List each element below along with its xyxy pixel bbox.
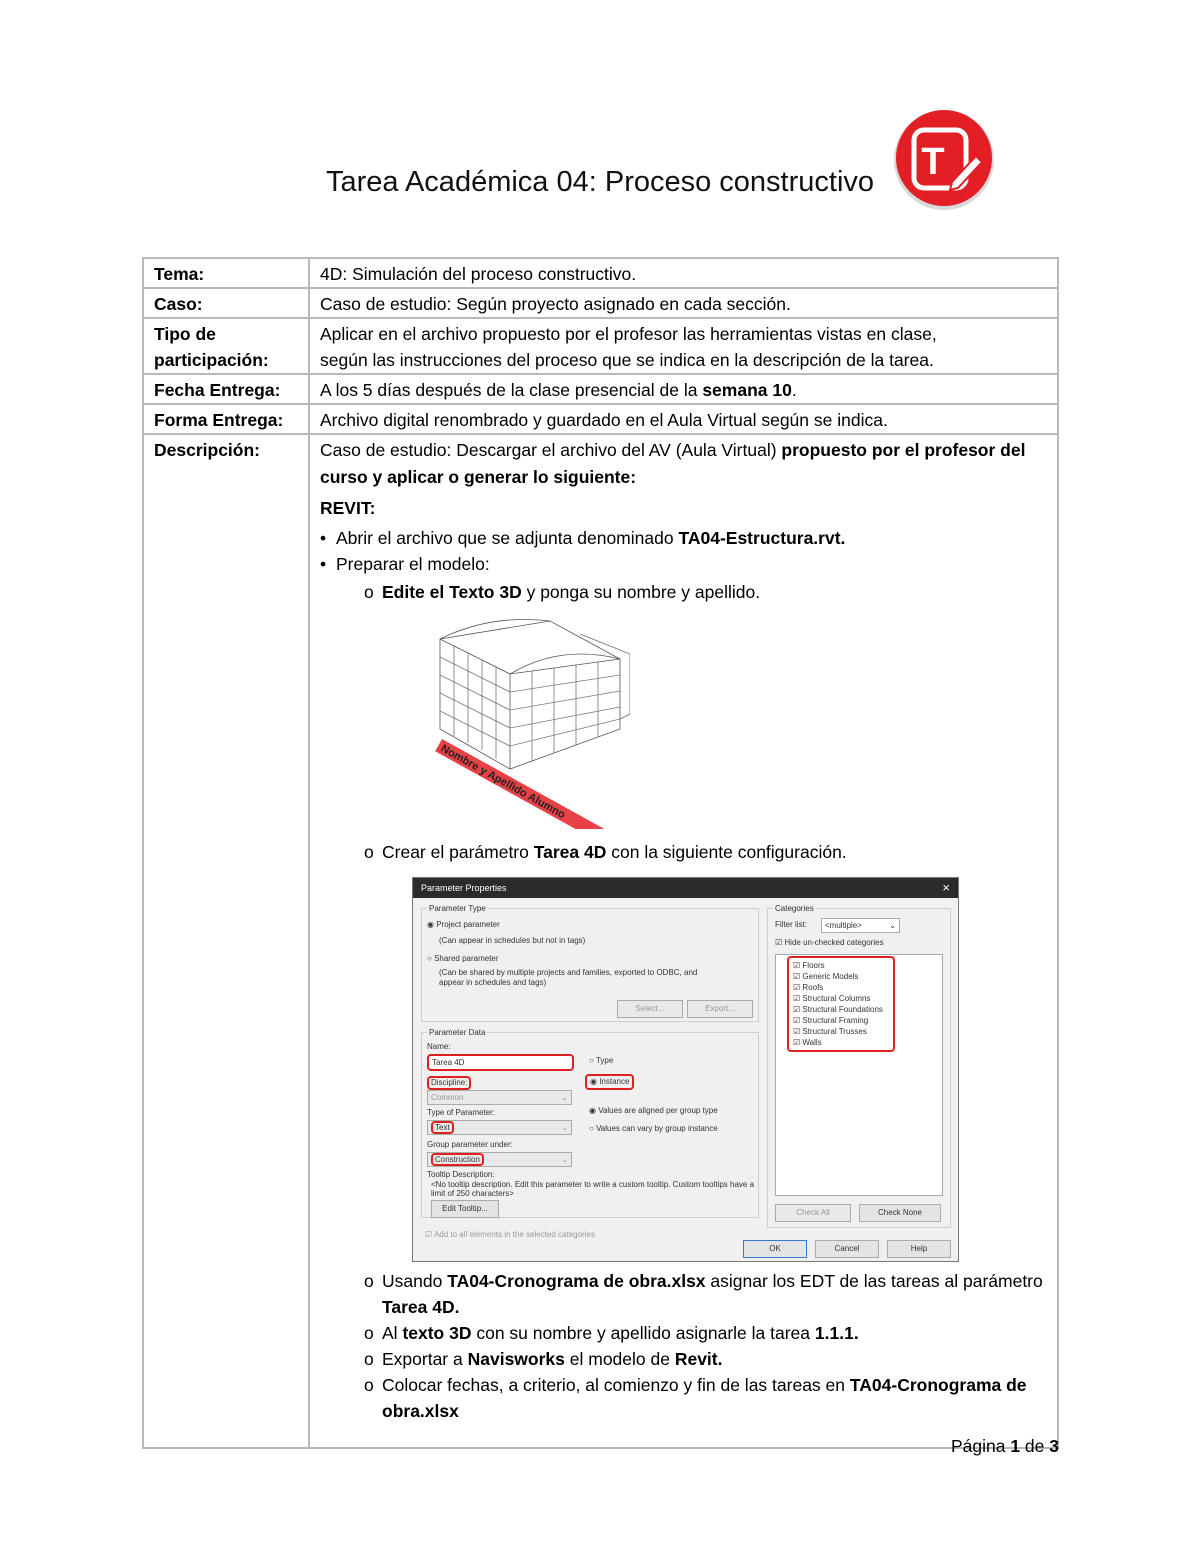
check-all-button[interactable]: Check All [775, 1204, 851, 1222]
sub-list [336, 579, 1047, 1424]
value-forma: Archivo digital renombrado y guardado en el Aula Virtual según se indica. [309, 404, 1058, 434]
value-tipo: Aplicar en el archivo propuesto por el profesor las herramientas vistas en clase, según las instrucciones del proceso que se indica en la descripción de la tarea. [309, 318, 1058, 374]
list-item: o Colocar fechas, a criterio, al comienzo y fin de las tareas en TA04-Cronograma de obra.xlsx [364, 1372, 1047, 1424]
category-item[interactable]: ☑ Floors [793, 961, 825, 970]
close-icon[interactable]: × [942, 880, 950, 895]
checkbox-icon[interactable]: ☑ [793, 983, 803, 992]
category-item[interactable]: ☑ Walls [793, 1038, 822, 1047]
categories-label: Categories [775, 904, 814, 913]
svg-text:T: T [921, 141, 945, 183]
parameter-type-label: Parameter Type [429, 904, 486, 913]
dialog-title: Parameter Properties [421, 883, 507, 893]
project-parameter-radio[interactable]: ◉ Project parameter [427, 920, 500, 929]
group-parameter-label: Group parameter under: [427, 1140, 513, 1149]
group-parameter-select[interactable]: Construction ⌄ [427, 1152, 572, 1167]
list-item: • Abrir el archivo que se adjunta denominado TA04-Estructura.rvt. [320, 525, 1047, 551]
table-row [143, 374, 1058, 404]
instance-radio[interactable]: ◉ Instance [585, 1074, 634, 1090]
tooltip-text-2: limit of 250 characters> [431, 1189, 514, 1198]
label-descripcion: Descripción: [143, 434, 309, 1448]
value-descripcion [309, 434, 1058, 1448]
edit-tooltip-button[interactable]: Edit Tooltip... [431, 1200, 499, 1218]
select-button[interactable]: Select... [617, 1000, 683, 1018]
tooltip-text-1: <No tooltip description. Edit this parameter to write a custom tooltip. Custom tooltips have a [431, 1180, 755, 1189]
category-item[interactable]: ☑ Structural Foundations [793, 1005, 883, 1014]
shared-parameter-radio[interactable]: ○ Shared parameter [427, 954, 499, 963]
assignment-table [142, 257, 1059, 1449]
label-fecha: Fecha Entrega: [143, 374, 309, 404]
table-row [143, 318, 1058, 374]
help-button[interactable]: Help [887, 1240, 951, 1258]
checkbox-icon[interactable]: ☑ [793, 1016, 803, 1025]
shared-note-1: (Can be shared by multiple projects and families, exported to ODBC, and [439, 968, 698, 977]
table-row [143, 404, 1058, 434]
export-button[interactable]: Export... [687, 1000, 753, 1018]
check-none-button[interactable]: Check None [859, 1204, 941, 1222]
description-intro: Caso de estudio: Descargar el archivo del AV (Aula Virtual) propuesto por el profesor del curso y aplicar o generar lo siguiente: [320, 440, 1026, 487]
category-item[interactable]: ☑ Structural Framing [793, 1016, 869, 1025]
list-item: o Crear el parámetro Tarea 4D con la siguiente configuración. Parameter Properties × Parameter Type ◉ Project parameter (Can appear in schedules but not in tags) ○ Shared parameter (Can be shared by multiple projects and families, exported to ODBC, and appear in schedules and tags) Select... Export... Parameter Data Name: Tarea 4D ○ Type ◉ Instance Discipline: Common ⌄ Type of Parameter: Text ⌄ ◉ Values are aligned per group type ○ Values can vary by group instance Group parameter under: Construction ⌄ Tooltip Description: <No tooltip description. Edit this parameter to write a custom tooltip. Custom tooltips have a limit of 250 characters> Edit Tooltip... ☑ Add to all elements in the selected categories Categories Filter list: <multiple> ⌄ ☑ Hide un-checked categories ☑ Floors ☑ Generic Models ☑ Roofs ☑ Structural Columns ☑ Structural Foundations ☑ Structural Framing ☑ Structural Trusses ☑ Walls Check All Check None OK Cancel Help [364, 839, 1047, 1262]
label-tema: Tema: [143, 258, 309, 288]
shared-note-2: appear in schedules and tags) [439, 978, 547, 987]
filter-select[interactable]: <multiple> ⌄ [821, 918, 900, 933]
page-footer: Página 1 de 3 [950, 1436, 1059, 1456]
checkbox-icon[interactable]: ☑ [793, 1027, 803, 1036]
cancel-button[interactable]: Cancel [815, 1240, 879, 1258]
parameter-data-label: Parameter Data [429, 1028, 486, 1037]
category-item[interactable]: ☑ Structural Trusses [793, 1027, 867, 1036]
list-item: • Preparar el modelo: o Edite el Texto 3D y ponga su nombre y apellido. Nombre y Apellido Alumno o Crear el parámetro Tarea 4D con la siguiente configuración. Parameter Properties × Parameter Type ◉ Project parameter (Can appear in schedules but not in tags) ○ Shared parameter (Can be shared by multiple projects and families, exported to ODBC, and appear in schedules and tags) Select... Export... Parameter Data Name: Tarea 4D ○ Type ◉ Instance Discipline: Common ⌄ Type of Parameter: Text ⌄ ◉ Values are aligned per group type ○ Values can vary by group instance Group parameter under: Construction ⌄ Tooltip Description: <No tooltip description. Edit this parameter to write a custom tooltip. Custom tooltips have a limit of 250 characters> Edit Tooltip... ☑ Add to all elements in the selected categories Categories Filter list: <multiple> ⌄ ☑ Hide un-checked categories ☑ Floors ☑ Generic Models ☑ Roofs ☑ Structural Columns ☑ Structural Foundations ☑ Structural Framing ☑ Structural Trusses ☑ Walls Check All Check None OK Cancel Help o Usando TA04-Cronograma de obra.xlsx asignar los EDT de las tareas al parámetro Tarea 4D. o Al texto 3D con su nombre y apellido asignarle la tarea 1.1.1. o Exportar a Navisworks el modelo de Revit. o Colocar fechas, a criterio, al comienzo y fin de las tareas en TA04-Cronograma de obra.xlsx [320, 551, 1047, 1424]
discipline-select[interactable]: Common ⌄ [427, 1090, 572, 1105]
checkbox-icon[interactable]: ☑ [793, 1038, 803, 1047]
name-label: Name: [427, 1042, 451, 1051]
category-item[interactable]: ☑ Generic Models [793, 972, 859, 981]
list-item: o Edite el Texto 3D y ponga su nombre y apellido. Nombre y Apellido Alumno [364, 579, 1047, 829]
building-3d-model-image [430, 619, 630, 829]
table-row [143, 434, 1058, 1448]
table-row [143, 288, 1058, 318]
project-note: (Can appear in schedules but not in tags) [439, 936, 586, 945]
type-of-parameter-select[interactable]: Text ⌄ [427, 1120, 572, 1135]
list-item: o Al texto 3D con su nombre y apellido asignarle la tarea 1.1.1. [364, 1320, 1047, 1346]
ok-button[interactable]: OK [743, 1240, 807, 1258]
dialog-titlebar [413, 878, 958, 898]
checkbox-icon[interactable]: ☑ [793, 994, 803, 1003]
type-of-parameter-label: Type of Parameter: [427, 1108, 496, 1117]
add-all-checkbox[interactable]: ☑ Add to all elements in the selected categories [425, 1230, 595, 1239]
model-3d-text: Nombre y Apellido Alumno [438, 742, 568, 822]
categories-items [793, 960, 883, 1048]
checkbox-icon[interactable]: ☑ [793, 961, 803, 970]
page-title: Tarea Académica 04: Proceso constructivo [325, 166, 875, 198]
label-tipo: Tipo de participación: [143, 318, 309, 374]
type-radio[interactable]: ○ Type [589, 1056, 614, 1065]
name-field[interactable]: Tarea 4D [427, 1054, 574, 1071]
discipline-label: Discipline: [427, 1076, 471, 1090]
hide-unchecked-checkbox[interactable]: ☑ Hide un-checked categories [775, 938, 884, 947]
table-row [143, 258, 1058, 288]
label-caso: Caso: [143, 288, 309, 318]
tooltip-label: Tooltip Description: [427, 1170, 495, 1179]
value-tema: 4D: Simulación del proceso constructivo. [309, 258, 1058, 288]
label-forma: Forma Entrega: [143, 404, 309, 434]
category-item[interactable]: ☑ Roofs [793, 983, 824, 992]
revit-heading: REVIT: [320, 498, 376, 518]
filter-label: Filter list: [775, 920, 807, 929]
bullet-list [320, 525, 1047, 1424]
vary-radio[interactable]: ○ Values can vary by group instance [589, 1124, 718, 1133]
aligned-radio[interactable]: ◉ Values are aligned per group type [589, 1106, 718, 1115]
category-item[interactable]: ☑ Structural Columns [793, 994, 871, 1003]
list-item: o Usando TA04-Cronograma de obra.xlsx asignar los EDT de las tareas al parámetro Tarea 4D. [364, 1268, 1047, 1320]
list-item: o Exportar a Navisworks el modelo de Revit. [364, 1346, 1047, 1372]
checkbox-icon[interactable]: ☑ [793, 1005, 803, 1014]
value-caso: Caso de estudio: Según proyecto asignado en cada sección. [309, 288, 1058, 318]
checkbox-icon[interactable]: ☑ [793, 972, 803, 981]
parameter-properties-dialog [412, 877, 959, 1262]
assignment-logo-icon [892, 108, 996, 212]
value-fecha: A los 5 días después de la clase presencial de la semana 10. [309, 374, 1058, 404]
